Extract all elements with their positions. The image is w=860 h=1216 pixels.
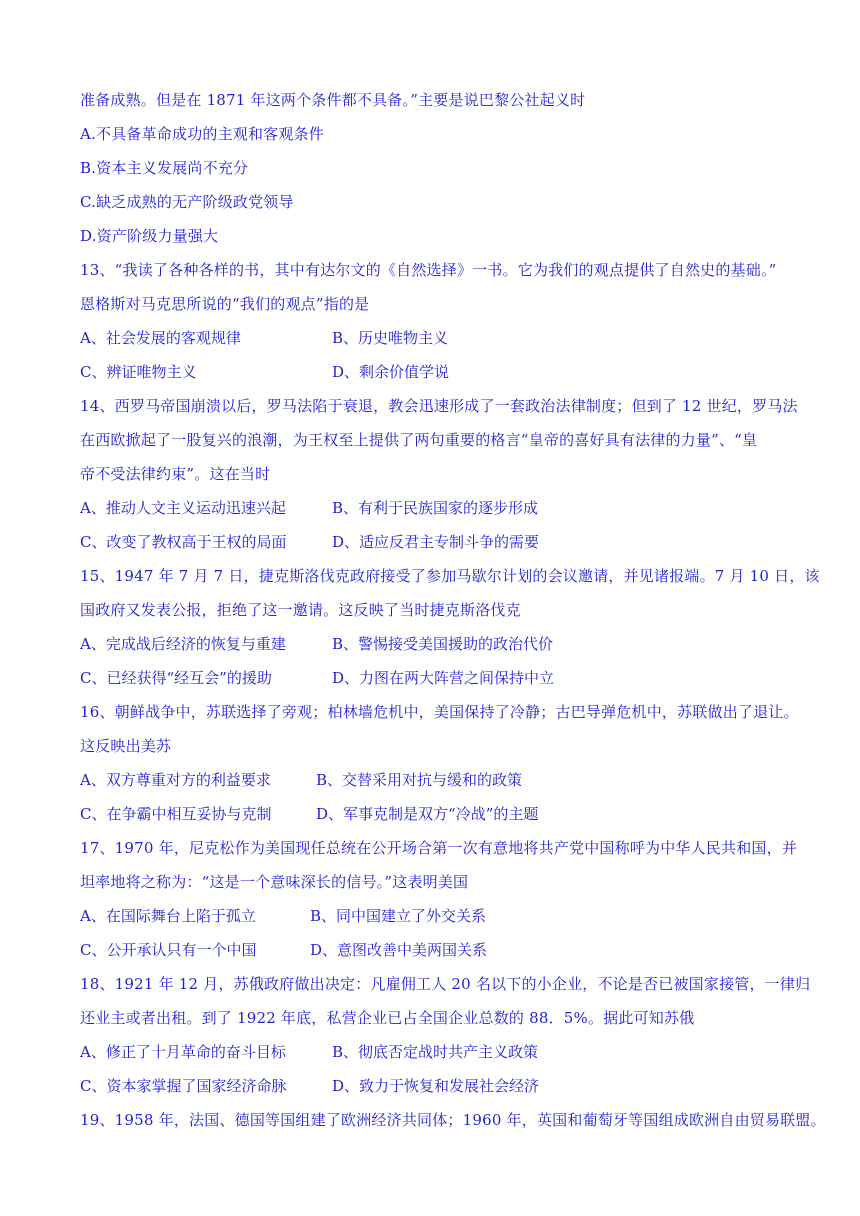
- q17-option-b: B、同中国建立了外交关系: [310, 907, 487, 925]
- q16-stem-line-2: 这反映出美苏: [80, 737, 172, 755]
- q17-stem-line-2: 坦率地将之称为：“这是一个意味深长的信号。”这表明美国: [80, 873, 469, 891]
- q12-option-b: B.资本主义发展尚不充分: [80, 159, 249, 177]
- q15-option-d: D、力图在两大阵营之间保持中立: [332, 669, 555, 687]
- q16-option-a: A、双方尊重对方的利益要求: [80, 771, 271, 789]
- q16-option-c: C、在争霸中相互妥协与克制: [80, 805, 272, 823]
- q17-option-a: A、在国际舞台上陷于孤立: [80, 907, 256, 925]
- q14-option-a: A、推动人文主义运动迅速兴起: [80, 499, 286, 517]
- q13-option-c: C、辨证唯物主义: [80, 363, 197, 381]
- q14-option-c: C、改变了教权高于王权的局面: [80, 533, 287, 551]
- q13-stem-line-1: 13、“我读了各种各样的书，其中有达尔文的《自然选择》一书。它为我们的观点提供了自然史的基础。”: [80, 261, 777, 279]
- q17-stem-line-1: 17、1970 年，尼克松作为美国现任总统在公开场合第一次有意地将共产党中国称呼为中华人民共和国，并: [80, 839, 798, 857]
- q15-option-a: A、完成战后经济的恢复与重建: [80, 635, 286, 653]
- q18-option-b: B、彻底否定战时共产主义政策: [332, 1043, 539, 1061]
- q14-option-d: D、适应反君主专制斗争的需要: [332, 533, 540, 551]
- q17-option-c: C、公开承认只有一个中国: [80, 941, 257, 959]
- q18-option-a: A、修正了十月革命的奋斗目标: [80, 1043, 286, 1061]
- q12-option-c: C.缺乏成熟的无产阶级政党领导: [80, 193, 294, 211]
- q12-option-d: D.资产阶级力量强大: [80, 227, 219, 245]
- q13-option-d: D、剩余价值学说: [332, 363, 450, 381]
- q16-stem-line-1: 16、朝鲜战争中，苏联选择了旁观；柏林墙危机中，美国保持了冷静；古巴导弹危机中，苏联做出了退让。: [80, 703, 799, 721]
- q14-stem-line-2: 在西欧掀起了一股复兴的浪潮，为王权至上提供了两句重要的格言“皇帝的喜好具有法律的力量”、“皇: [80, 431, 758, 449]
- q16-option-d: D、军事克制是双方“冷战”的主题: [316, 805, 539, 823]
- q16-option-b: B、交替采用对抗与缓和的政策: [316, 771, 523, 789]
- q15-stem-line-2: 国政府又发表公报，拒绝了这一邀请。这反映了当时捷克斯洛伐克: [80, 601, 521, 619]
- q13-stem-line-2: 恩格斯对马克思所说的“我们的观点”指的是: [80, 295, 370, 313]
- q19-stem-line-1: 19、1958 年，法国、德国等国组建了欧洲经济共同体；1960 年，英国和葡萄牙等国组成欧洲自由贸易联盟。: [80, 1111, 826, 1129]
- q13-option-b: B、历史唯物主义: [332, 329, 449, 347]
- q15-stem-line-1: 15、1947 年 7 月 7 日，捷克斯洛伐克政府接受了参加马歇尔计划的会议邀请，并见诸报端。7 月 10 日，该: [80, 567, 820, 585]
- q14-stem-line-1: 14、西罗马帝国崩溃以后，罗马法陷于衰退，教会迅速形成了一套政治法律制度；但到了 12 世纪，罗马法: [80, 397, 798, 415]
- intro-line: 准备成熟。但是在 1871 年这两个条件都不具备。”主要是说巴黎公社起义时: [80, 91, 586, 109]
- q18-stem-line-2: 还业主或者出租。到了 1922 年底，私营企业已占全国企业总数的 88．5%。据此可知苏俄: [80, 1009, 695, 1027]
- q17-option-d: D、意图改善中美两国关系: [310, 941, 488, 959]
- q14-option-b: B、有利于民族国家的逐步形成: [332, 499, 539, 517]
- q18-option-c: C、资本家掌握了国家经济命脉: [80, 1077, 287, 1095]
- q14-stem-line-3: 帝不受法律约束”。这在当时: [80, 465, 271, 483]
- q13-option-a: A、社会发展的客观规律: [80, 329, 241, 347]
- q18-stem-line-1: 18、1921 年 12 月，苏俄政府做出决定：凡雇佣工人 20 名以下的小企业，不论是否已被国家接管，一律归: [80, 975, 811, 993]
- q18-option-d: D、致力于恢复和发展社会经济: [332, 1077, 540, 1095]
- q12-option-a: A.不具备革命成功的主观和客观条件: [80, 125, 325, 143]
- q15-option-c: C、已经获得“经互会”的援助: [80, 669, 272, 687]
- q15-option-b: B、警惕接受美国援助的政治代价: [332, 635, 554, 653]
